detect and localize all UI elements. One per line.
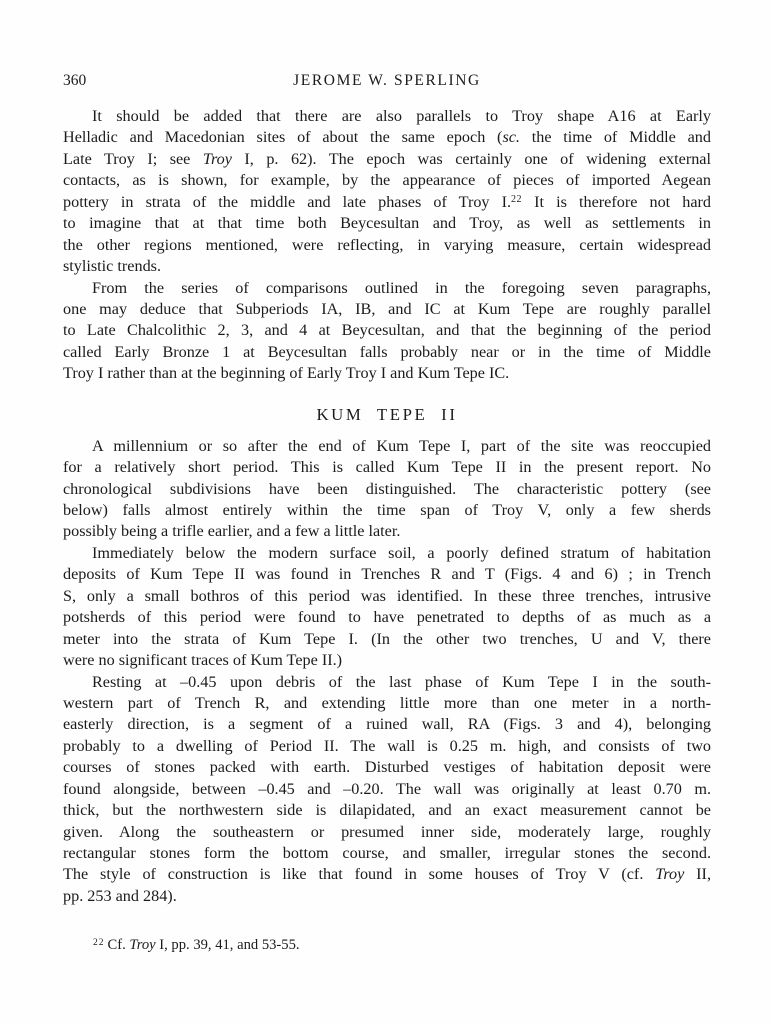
text-line [63,320,711,341]
footnote [63,934,711,955]
text-segment: It should be added that there are also parallels to Troy shape A16 at Early [92,107,711,125]
text-line [63,714,711,735]
text-segment: I, pp. 39, 41, and 53-55. [155,937,300,954]
text-segment: Troy I rather than at the beginning of Early Troy I and Kum Tepe IC. [63,364,510,383]
text-segment: From the series of comparisons outlined in the foregoing seven paragraphs, [92,278,711,297]
text-segment: potsherds of this period were found to have penetrated to depths of as much as a [63,608,711,627]
paragraph [63,543,711,672]
page-content [63,72,711,955]
text-line [63,213,711,234]
text-segment: meter into the strata of Kum Tepe I. (In the other two trenches, U and V, there [63,629,711,648]
text-line [63,800,711,821]
running-head: JEROME W. SPERLING [293,72,481,89]
text-line [63,278,711,299]
text-segment: deposits of Kum Tepe II was found in Trenches R and T (Figs. 4 and 6) ; in Trench [63,565,711,584]
text-segment: courses of stones packed with earth. Disturbed vestiges of habitation deposit were [63,758,711,777]
text-line [63,521,711,542]
text-line [63,607,711,628]
text-line [63,543,711,564]
text-segment: Cf. [107,937,130,954]
text-line [63,757,711,778]
text-line [63,363,711,384]
text-line [63,843,711,864]
text-line [63,342,711,363]
text-line [63,779,711,800]
italic-text: sc. [502,128,520,147]
italic-text: Troy [655,865,685,884]
text-segment: Resting at –0.45 upon debris of the last phase of Kum Tepe I in the south- [92,672,711,691]
text-line [63,822,711,843]
paragraph [63,278,711,385]
text-segment: the other regions mentioned, were reflecting, in varying measure, certain widespread [63,235,711,254]
body-text [63,106,711,907]
page-number: 360 [63,72,87,89]
page-header [63,72,711,92]
text-line [63,106,711,127]
text-segment: pottery in strata of the middle and late phases of Troy I. [63,192,512,211]
text-segment: Immediately below the modern surface soil, a poorly defined stratum of habitation [92,543,711,562]
italic-text: Troy [129,937,156,954]
text-segment: I, p. 62). The epoch was certainly one of widening external [231,149,711,168]
text-line [63,886,711,907]
text-line [63,457,711,478]
text-segment: stylistic trends. [63,257,162,276]
text-line [63,479,711,500]
text-line [63,170,711,191]
text-segment: The style of construction is like that found in some houses of Troy V (cf. [63,865,656,884]
text-segment: pp. 253 and 284). [63,886,177,905]
paragraph [63,436,711,543]
text-segment: contacts, as is shown, for example, by the appearance of pieces of imported Aegean [63,171,711,190]
text-segment: Helladic and Macedonian sites of about the same epoch ( [63,128,503,147]
text-segment: thick, but the northwestern side is dilapidated, and an exact measurement cannot be [63,801,711,820]
text-line [63,672,711,693]
text-segment: to imagine that at that time both Beycesultan and Troy, as well as settlements in [63,214,711,233]
footnote-marker: 22 [93,938,105,949]
text-line [63,149,711,170]
italic-text: Troy [202,149,232,168]
text-line [63,299,711,320]
text-line [63,500,711,521]
section-heading: KUM TEPE II [316,404,458,424]
text-segment: below) falls almost entirely within the time span of Troy V, only a few sherds [63,501,711,519]
text-line [63,564,711,585]
text-segment: S, only a small bothros of this period was identified. In these three trenches, intrusive [63,586,711,605]
text-segment: given. Along the southeastern or presumed inner side, moderately large, roughly [63,822,711,841]
text-line [63,436,711,457]
text-line [63,693,711,714]
text-line [63,192,711,213]
text-segment: for a relatively short period. This is called Kum Tepe II in the present report. No [63,458,711,477]
text-segment: called Early Bronze 1 at Beycesultan falls probably near or in the time of Middle [63,342,711,361]
text-segment: chronological subdivisions have been distinguished. The characteristic pottery (see [63,479,711,498]
text-segment: one may deduce that Subperiods IA, IB, and IC at Kum Tepe are roughly parallel [63,299,711,318]
text-segment: western part of Trench R, and extending little more than one meter in a north- [63,693,711,712]
text-line [63,235,711,256]
paragraph [63,106,711,278]
text-segment: were no significant traces of Kum Tepe II.) [63,651,343,670]
text-segment: It is therefore not hard [522,192,712,211]
text-segment: II, [684,865,711,884]
text-line [63,864,711,885]
text-line [63,127,711,148]
paragraph [63,672,711,908]
text-segment: rectangular stones form the bottom course, and smaller, irregular stones the second. [63,844,711,862]
text-line [63,586,711,607]
superscript-ref: 22 [511,193,523,205]
text-line [63,650,711,671]
text-segment: probably to a dwelling of Period II. The wall is 0.25 m. high, and consists of two [63,736,711,755]
text-line [63,736,711,757]
text-line [63,629,711,650]
text-segment: possibly being a trifle earlier, and a few a little later. [63,522,401,541]
text-line [63,256,711,277]
text-segment: easterly direction, is a segment of a ruined wall, RA (Figs. 3 and 4), belonging [63,715,711,734]
text-segment: A millennium or so after the end of Kum Tepe I, part of the site was reoccupied [92,436,711,455]
text-segment: the time of Middle and [519,128,711,147]
text-segment: Late Troy I; see [63,149,203,168]
text-segment: found alongside, between –0.45 and –0.20. The wall was originally at least 0.70 m. [63,779,711,798]
footnote-text [108,937,300,953]
text-segment: to Late Chalcolithic 2, 3, and 4 at Beycesultan, and that the beginning of the period [63,321,711,340]
